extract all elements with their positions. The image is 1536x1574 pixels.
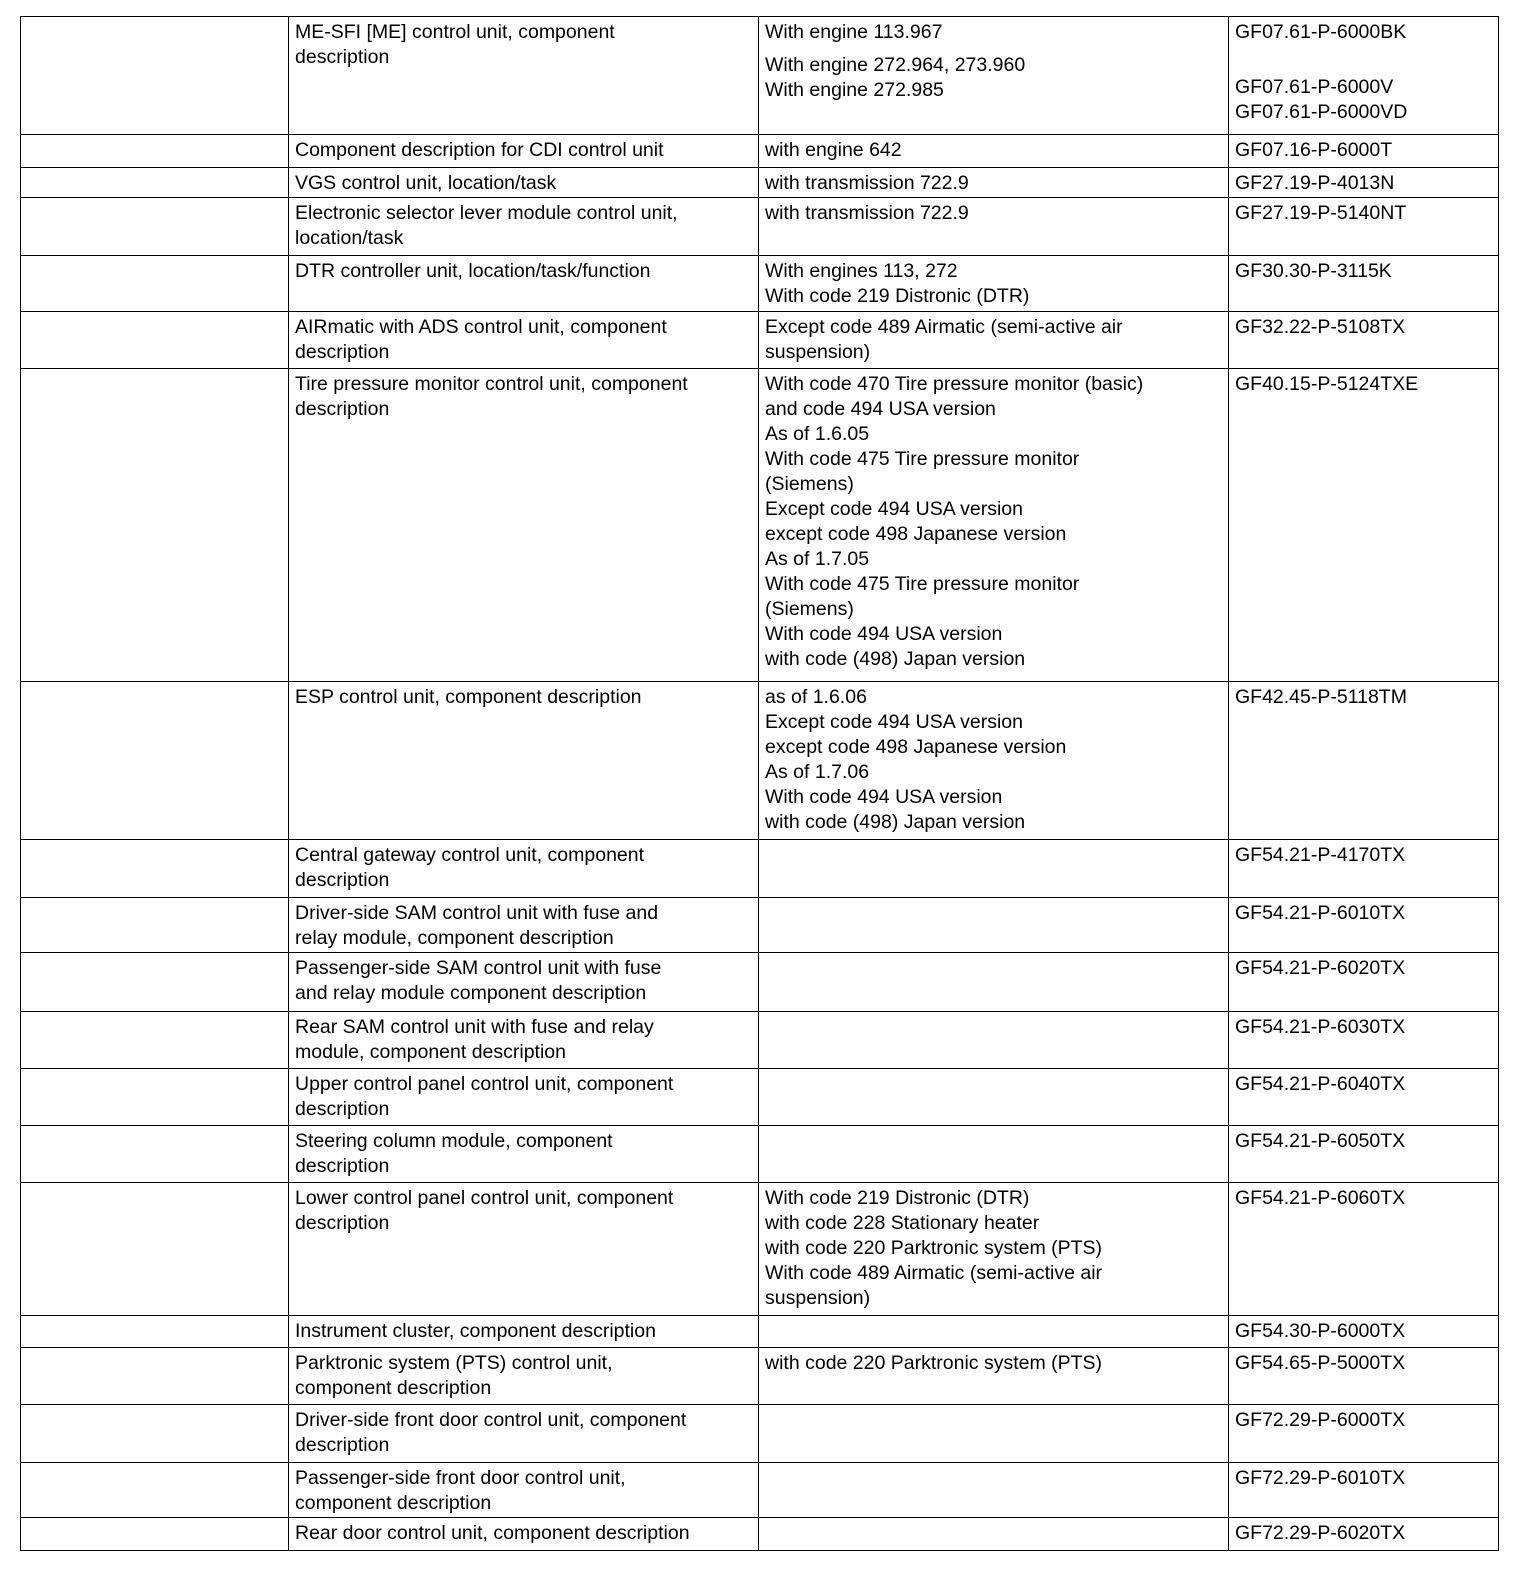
document-code-cell <box>1229 682 1499 840</box>
condition-cell <box>759 1463 1229 1518</box>
table-row <box>21 168 1499 198</box>
table-row <box>21 1126 1499 1183</box>
condition-line: Except code 494 USA version <box>765 498 1023 520</box>
blank-cell <box>21 1126 289 1183</box>
blank-cell <box>21 1348 289 1405</box>
description-line: description <box>295 1155 390 1177</box>
condition-cell <box>759 840 1229 898</box>
document-code: GF54.21-P-6020TX <box>1235 957 1406 979</box>
description-line: Rear door control unit, component description <box>295 1522 690 1544</box>
document-code-cell <box>1229 953 1499 1012</box>
description-line: Component description for CDI control unit <box>295 139 664 161</box>
blank-cell <box>21 1012 289 1069</box>
condition-line: Except code 494 USA version <box>765 711 1023 733</box>
table-row <box>21 312 1499 369</box>
condition-line: (Siemens) <box>765 598 854 620</box>
table-row <box>21 1012 1499 1069</box>
document-code-cell <box>1229 17 1499 135</box>
condition-line: With code 475 Tire pressure monitor <box>765 573 1080 595</box>
table-body <box>21 17 1499 1551</box>
blank-cell <box>21 198 289 256</box>
condition-line: with code 220 Parktronic system (PTS) <box>765 1352 1103 1374</box>
description-line: DTR controller unit, location/task/function <box>295 260 651 282</box>
document-code: GF54.21-P-6050TX <box>1235 1130 1406 1152</box>
spacer <box>765 45 1222 53</box>
document-code: GF40.15-P-5124TXE <box>1235 373 1419 395</box>
description-line: Rear SAM control unit with fuse and relay <box>295 1016 654 1038</box>
description-line: Driver-side front door control unit, component <box>295 1409 687 1431</box>
condition-line: As of 1.7.06 <box>765 761 870 783</box>
document-code: GF54.21-P-6060TX <box>1235 1187 1406 1209</box>
document-code: GF27.19-P-4013N <box>1235 172 1395 194</box>
table-row <box>21 17 1499 135</box>
description-line: Tire pressure monitor control unit, component <box>295 373 688 395</box>
document-code: GF27.19-P-5140NT <box>1235 202 1407 224</box>
blank-cell <box>21 1069 289 1126</box>
table-row <box>21 1463 1499 1518</box>
document-code: GF54.30-P-6000TX <box>1235 1320 1406 1342</box>
blank-cell <box>21 1463 289 1518</box>
document-code: GF07.61-P-6000BK <box>1235 21 1407 43</box>
condition-line: With engines 113, 272 <box>765 260 958 282</box>
description-cell <box>289 1183 759 1316</box>
description-cell <box>289 953 759 1012</box>
condition-line: With code 219 Distronic (DTR) <box>765 285 1030 307</box>
condition-cell <box>759 312 1229 369</box>
document-code-cell <box>1229 1012 1499 1069</box>
condition-cell <box>759 256 1229 312</box>
document-code: GF07.61-P-6000V <box>1235 76 1394 98</box>
description-line: description <box>295 1212 390 1234</box>
condition-line: With code 475 Tire pressure monitor <box>765 448 1080 470</box>
blank-cell <box>21 17 289 135</box>
condition-line: and code 494 USA version <box>765 398 996 420</box>
document-code: GF72.29-P-6020TX <box>1235 1522 1406 1544</box>
description-line: description <box>295 46 390 68</box>
document-code-cell <box>1229 369 1499 682</box>
condition-cell <box>759 1126 1229 1183</box>
blank-cell <box>21 682 289 840</box>
description-line: Driver-side SAM control unit with fuse and <box>295 902 659 924</box>
document-code-cell <box>1229 1183 1499 1316</box>
document-code-cell <box>1229 1348 1499 1405</box>
condition-cell <box>759 1348 1229 1405</box>
description-cell <box>289 1316 759 1348</box>
condition-cell <box>759 1405 1229 1463</box>
description-cell <box>289 1069 759 1126</box>
condition-line: With engine 272.985 <box>765 79 944 101</box>
description-line: AIRmatic with ADS control unit, component <box>295 316 667 338</box>
table-row <box>21 256 1499 312</box>
table-row <box>21 1405 1499 1463</box>
table-row <box>21 135 1499 168</box>
description-cell <box>289 1518 759 1551</box>
description-line: location/task <box>295 227 404 249</box>
document-code-cell <box>1229 256 1499 312</box>
description-cell <box>289 840 759 898</box>
description-line: Passenger-side SAM control unit with fuse <box>295 957 662 979</box>
document-code-cell <box>1229 135 1499 168</box>
description-line: ESP control unit, component description <box>295 686 642 708</box>
condition-line: Except code 489 Airmatic (semi-active air <box>765 316 1123 338</box>
description-cell <box>289 168 759 198</box>
table-row <box>21 1316 1499 1348</box>
condition-cell <box>759 682 1229 840</box>
document-code-cell <box>1229 168 1499 198</box>
table-row <box>21 1069 1499 1126</box>
description-line: and relay module component description <box>295 982 647 1004</box>
description-line: ME-SFI [ME] control unit, component <box>295 21 615 43</box>
condition-cell <box>759 1518 1229 1551</box>
condition-line: with code 228 Stationary heater <box>765 1212 1040 1234</box>
table-row <box>21 840 1499 898</box>
document-code-cell <box>1229 198 1499 256</box>
condition-cell <box>759 369 1229 682</box>
document-code: GF07.16-P-6000T <box>1235 139 1393 161</box>
description-cell <box>289 198 759 256</box>
table-row <box>21 682 1499 840</box>
condition-line: with transmission 722.9 <box>765 202 969 224</box>
description-cell <box>289 682 759 840</box>
condition-cell <box>759 1069 1229 1126</box>
description-cell <box>289 1012 759 1069</box>
table-row <box>21 1348 1499 1405</box>
description-line: Passenger-side front door control unit, <box>295 1467 626 1489</box>
blank-cell <box>21 369 289 682</box>
description-cell <box>289 312 759 369</box>
blank-cell <box>21 953 289 1012</box>
spacer <box>1235 45 1492 75</box>
blank-cell <box>21 1405 289 1463</box>
description-cell <box>289 1126 759 1183</box>
document-code-cell <box>1229 898 1499 953</box>
condition-line: with code (498) Japan version <box>765 648 1026 670</box>
table-row <box>21 1518 1499 1551</box>
condition-line: (Siemens) <box>765 473 854 495</box>
condition-cell <box>759 1012 1229 1069</box>
condition-line: With code 470 Tire pressure monitor (basic) <box>765 373 1144 395</box>
condition-line: as of 1.6.06 <box>765 686 867 708</box>
condition-cell <box>759 17 1229 135</box>
component-table <box>20 16 1499 1551</box>
document-code: GF32.22-P-5108TX <box>1235 316 1406 338</box>
condition-cell <box>759 198 1229 256</box>
document-code: GF07.61-P-6000VD <box>1235 101 1408 123</box>
blank-cell <box>21 1316 289 1348</box>
blank-cell <box>21 256 289 312</box>
table-row <box>21 898 1499 953</box>
description-cell <box>289 1348 759 1405</box>
table-row <box>21 1183 1499 1316</box>
condition-line: With code 494 USA version <box>765 623 1003 645</box>
table-row <box>21 198 1499 256</box>
condition-line: except code 498 Japanese version <box>765 523 1067 545</box>
document-code: GF42.45-P-5118TM <box>1235 686 1407 708</box>
description-cell <box>289 1463 759 1518</box>
blank-cell <box>21 840 289 898</box>
blank-cell <box>21 1183 289 1316</box>
condition-line: With engine 113.967 <box>765 21 943 43</box>
condition-line: suspension) <box>765 1287 871 1309</box>
description-line: component description <box>295 1492 492 1514</box>
document-code-cell <box>1229 1518 1499 1551</box>
description-line: description <box>295 398 390 420</box>
description-line: description <box>295 1098 390 1120</box>
table-row <box>21 369 1499 682</box>
description-line: Central gateway control unit, component <box>295 844 645 866</box>
description-line: module, component description <box>295 1041 566 1063</box>
blank-cell <box>21 898 289 953</box>
condition-line: with engine 642 <box>765 139 902 161</box>
blank-cell <box>21 1518 289 1551</box>
condition-cell <box>759 953 1229 1012</box>
description-line: Electronic selector lever module control unit, <box>295 202 678 224</box>
condition-line: With code 219 Distronic (DTR) <box>765 1187 1030 1209</box>
document-code: GF54.21-P-6040TX <box>1235 1073 1406 1095</box>
document-code-cell <box>1229 1405 1499 1463</box>
condition-cell <box>759 1316 1229 1348</box>
condition-line: As of 1.7.05 <box>765 548 870 570</box>
document-code-cell <box>1229 1463 1499 1518</box>
blank-cell <box>21 135 289 168</box>
condition-cell <box>759 135 1229 168</box>
document-code-cell <box>1229 1126 1499 1183</box>
condition-line: suspension) <box>765 341 871 363</box>
document-code-cell <box>1229 1069 1499 1126</box>
blank-cell <box>21 312 289 369</box>
condition-line: With engine 272.964, 273.960 <box>765 54 1026 76</box>
blank-cell <box>21 168 289 198</box>
description-line: description <box>295 341 390 363</box>
document-code: GF30.30-P-3115K <box>1235 260 1392 282</box>
condition-line: except code 498 Japanese version <box>765 736 1067 758</box>
document-code: GF54.65-P-5000TX <box>1235 1352 1406 1374</box>
description-cell <box>289 135 759 168</box>
description-cell <box>289 369 759 682</box>
condition-line: with code (498) Japan version <box>765 811 1026 833</box>
description-line: Upper control panel control unit, component <box>295 1073 674 1095</box>
condition-cell <box>759 898 1229 953</box>
condition-line: With code 489 Airmatic (semi-active air <box>765 1262 1103 1284</box>
description-line: description <box>295 1434 390 1456</box>
description-line: description <box>295 869 390 891</box>
condition-line: with transmission 722.9 <box>765 172 969 194</box>
document-code: GF54.21-P-6010TX <box>1235 902 1406 924</box>
condition-cell <box>759 168 1229 198</box>
description-line: relay module, component description <box>295 927 614 949</box>
description-cell <box>289 17 759 135</box>
description-line: Instrument cluster, component description <box>295 1320 656 1342</box>
condition-line: with code 220 Parktronic system (PTS) <box>765 1237 1103 1259</box>
table-row <box>21 953 1499 1012</box>
document-code: GF72.29-P-6010TX <box>1235 1467 1406 1489</box>
document-code: GF72.29-P-6000TX <box>1235 1409 1406 1431</box>
document-code: GF54.21-P-6030TX <box>1235 1016 1406 1038</box>
condition-line: With code 494 USA version <box>765 786 1003 808</box>
description-line: Lower control panel control unit, component <box>295 1187 674 1209</box>
document-code-cell <box>1229 1316 1499 1348</box>
description-cell <box>289 256 759 312</box>
document-code-cell <box>1229 312 1499 369</box>
condition-line: As of 1.6.05 <box>765 423 870 445</box>
description-line: VGS control unit, location/task <box>295 172 557 194</box>
document-code-cell <box>1229 840 1499 898</box>
condition-cell <box>759 1183 1229 1316</box>
description-cell <box>289 898 759 953</box>
document-code: GF54.21-P-4170TX <box>1235 844 1406 866</box>
description-line: Steering column module, component <box>295 1130 613 1152</box>
description-line: Parktronic system (PTS) control unit, <box>295 1352 613 1374</box>
description-line: component description <box>295 1377 492 1399</box>
description-cell <box>289 1405 759 1463</box>
